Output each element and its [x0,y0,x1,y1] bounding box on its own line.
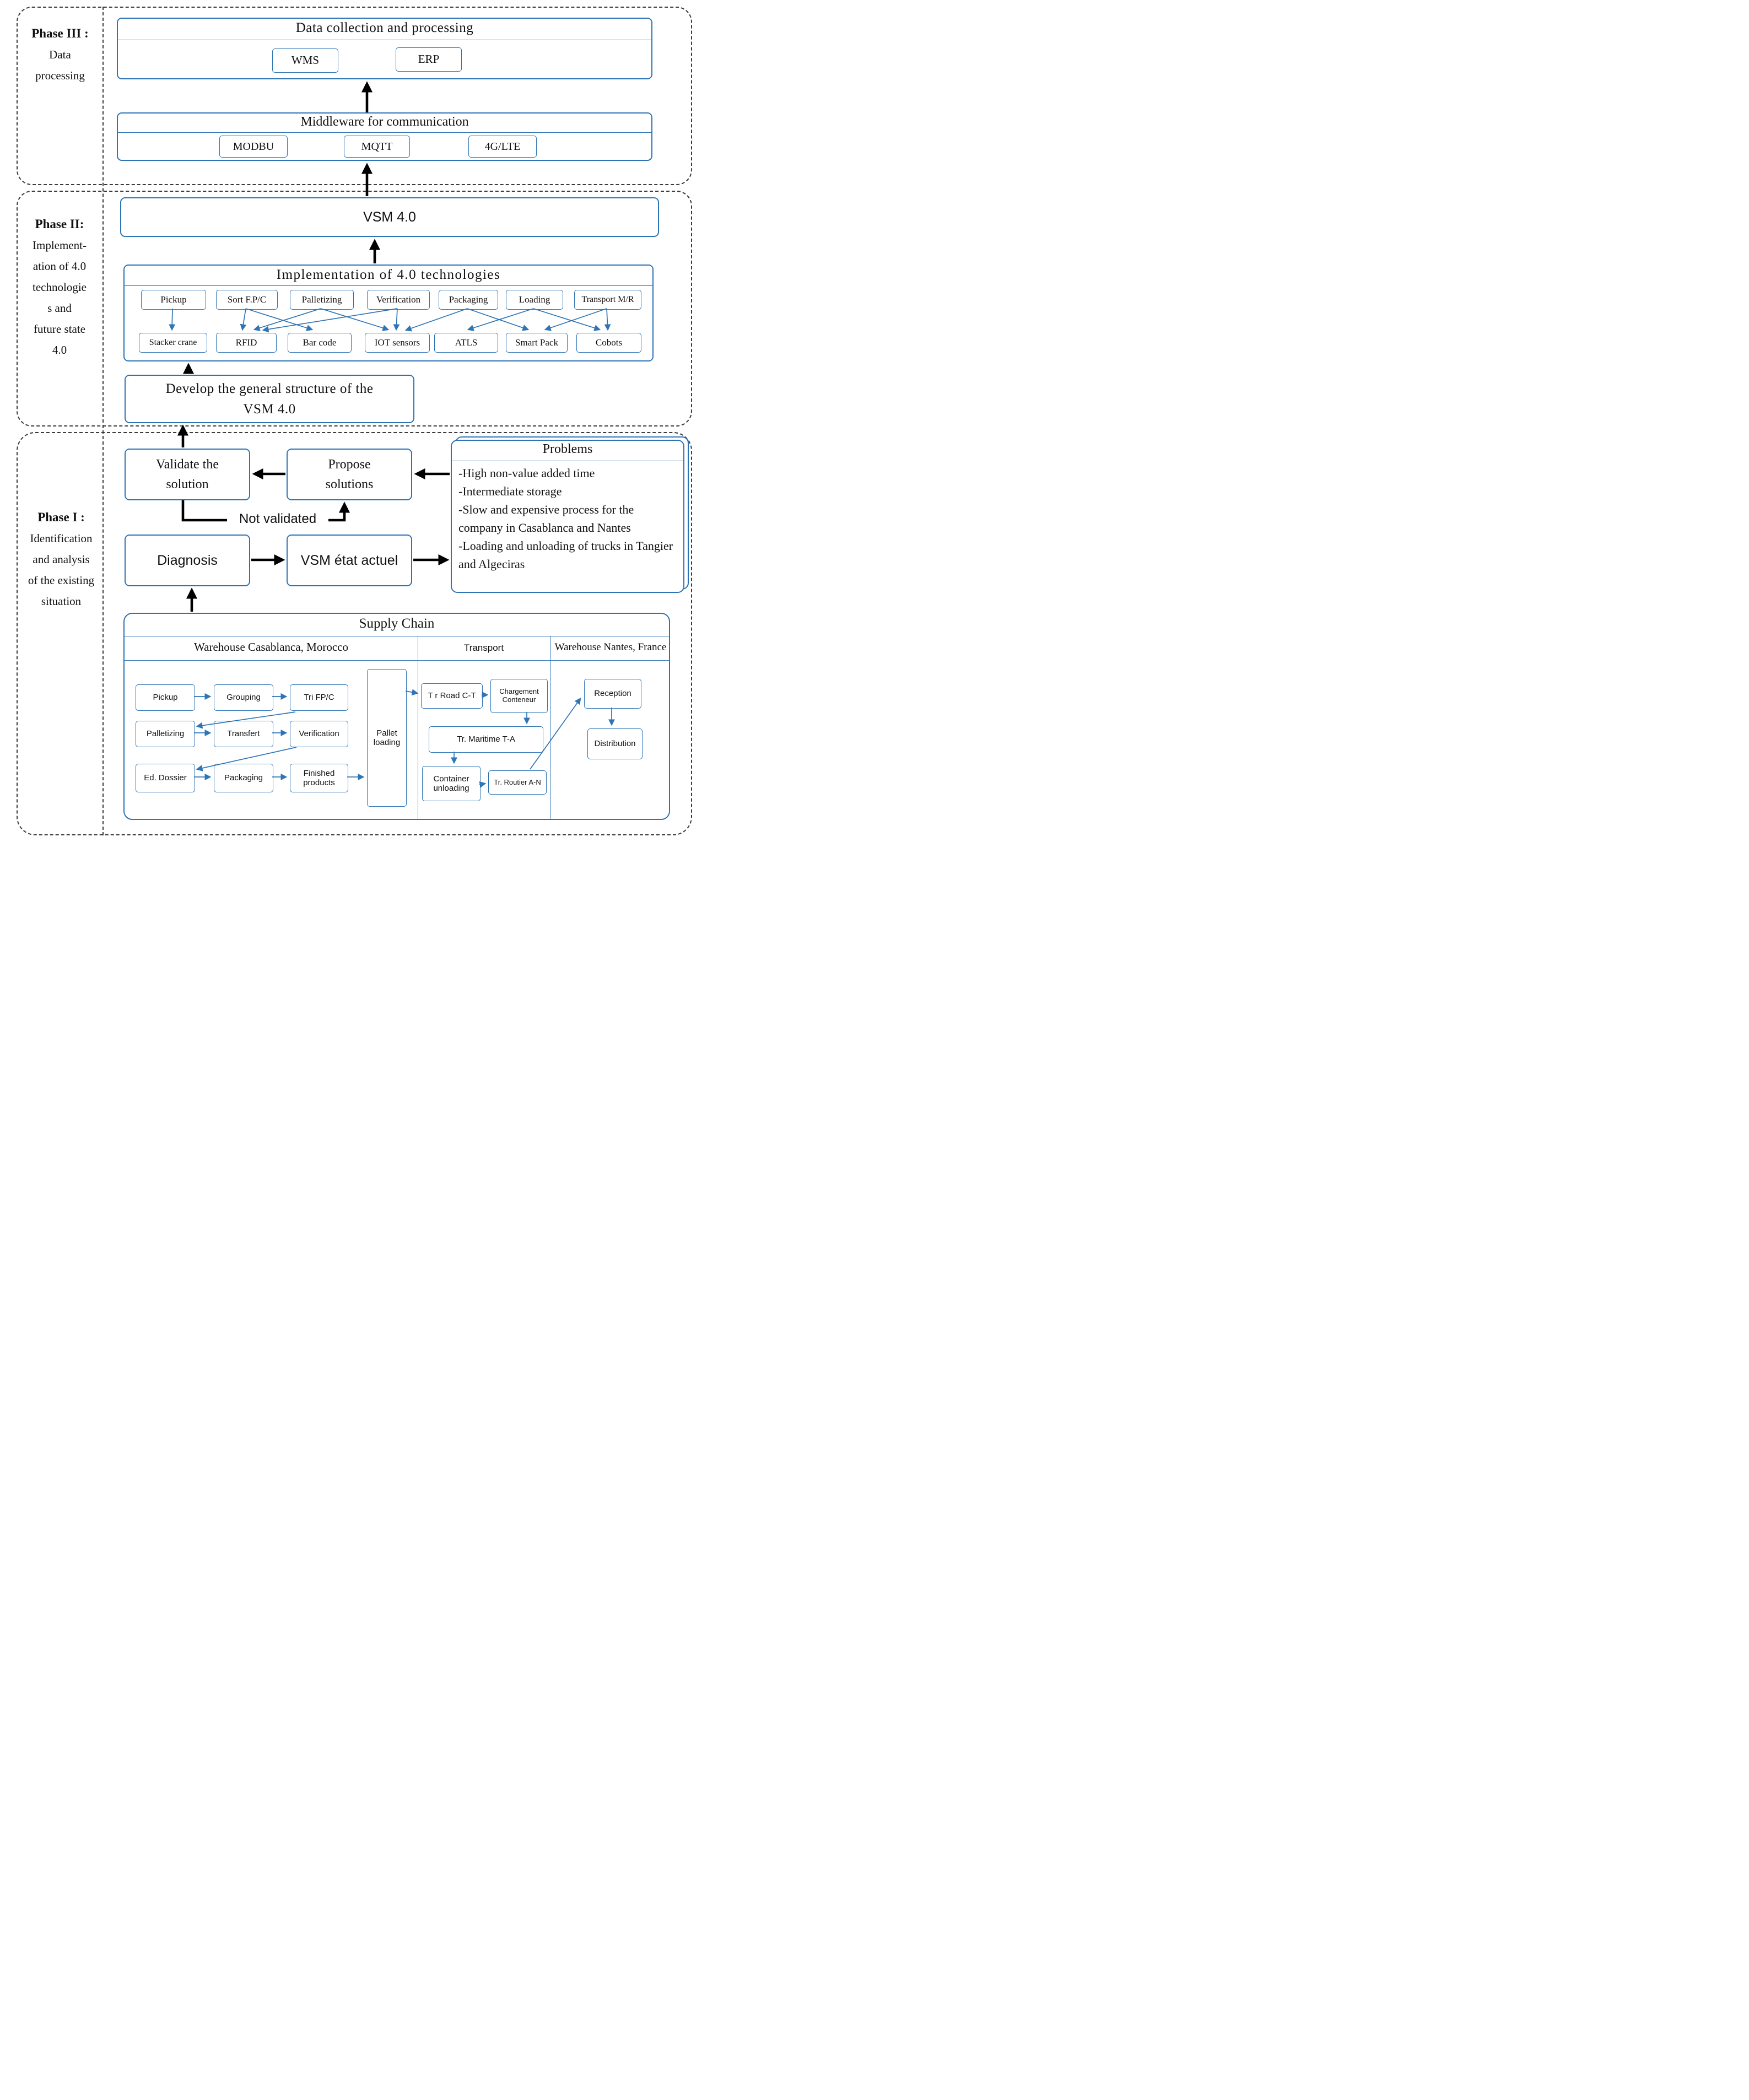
vsm40-box: VSM 4.0 [120,197,659,237]
supply-chain-title: Supply Chain [359,616,435,631]
implementation-title: Implementation of 4.0 technologies [276,267,501,282]
sc-box-pallet-loading: Pallet loading [367,669,407,807]
phase1-label-line: Identification [30,532,93,545]
phase2-label-title: Phase II: [35,217,84,231]
sc-box-reception: Reception [584,679,641,709]
implementation-box [123,264,654,361]
phase2-label-line: s and [47,301,72,315]
tech-box-atls: ATLS [434,333,498,353]
phase1-label-line: and analysis [33,553,90,566]
vsm-actuel-box: VSM état actuel [287,535,412,586]
header-transport: Transport [463,643,504,653]
methodology-diagram [0,0,700,840]
sc-box-distribution: Distribution [587,728,643,759]
tech-box-barcode: Bar code [288,333,352,353]
sc-box-trifpc: Tri FP/C [290,684,348,711]
phase3-label-line: Data [49,48,71,61]
phase2-label-line: 4.0 [52,343,67,357]
tech-box-cobots: Cobots [576,333,641,353]
phase2-label-line: ation of 4.0 [33,260,87,273]
process-box-pickup: Pickup [141,290,206,310]
tech-box-smartpack: Smart Pack [506,333,568,353]
problem-item: -Loading and unloading of trucks in Tangier and Algeciras [458,539,673,571]
phase2-label-line: future state [34,322,85,336]
sc-box-pickup: Pickup [136,684,195,711]
problem-item: -High non-value added time [458,466,595,480]
supply-chain-box [123,613,670,820]
data-collection-box [117,18,652,79]
header-casablanca: Warehouse Casablanca, Morocco [194,640,348,654]
sc-box-road: T r Road C-T [421,683,483,709]
mqtt-box: MQTT [344,136,410,158]
tech-box-iot: IOT sensors [365,333,430,353]
phase3-label-line: processing [35,69,85,82]
process-box-palletizing: Palletizing [290,290,354,310]
header-nantes: Warehouse Nantes, France [554,641,667,653]
problems-title: Problems [542,442,593,456]
middleware-box [117,112,652,161]
diagnosis-box: Diagnosis [125,535,250,586]
phase1-label [18,507,105,612]
data-collection-title: Data collection and processing [295,20,474,35]
middleware-title: Middleware for communication [300,115,469,129]
sc-box-grouping: Grouping [214,684,273,711]
propose-box: Propose solutions [287,449,412,500]
sc-box-transfert: Transfert [214,721,273,747]
phase2-label [18,214,101,360]
process-box-transport: Transport M/R [574,290,641,310]
implementation-divider [125,285,652,286]
phase3-label [19,23,101,86]
4glte-box: 4G/LTE [468,136,537,158]
problems-box [451,440,684,593]
sc-box-eddossier: Ed. Dossier [136,764,195,792]
not-validated-label: Not validated [227,511,328,527]
sc-box-finished: Finished products [290,764,348,792]
phase2-label-line: technologie [33,280,87,294]
erp-box: ERP [396,47,462,72]
process-box-loading: Loading [506,290,563,310]
sc-box-chargement: Chargement Conteneur [490,679,548,713]
validate-box: Validate the solution [125,449,250,500]
sc-box-container: Container unloading [422,766,481,801]
middleware-divider [118,132,651,133]
phase1-label-title: Phase I : [37,510,85,524]
sc-box-packaging: Packaging [214,764,273,792]
label-column-divider [102,7,104,835]
sc-box-verification: Verification [290,721,348,747]
wms-box: WMS [272,48,338,73]
tech-box-rfid: RFID [216,333,277,353]
phase1-label-line: of the existing [28,574,95,587]
problem-item: -Slow and expensive process for the company in Casablanca and Nantes [458,503,634,535]
process-box-verification: Verification [367,290,430,310]
supply-chain-header-divider [125,660,669,661]
process-box-sort: Sort F.P/C [216,290,278,310]
sc-box-maritime: Tr. Maritime T-A [429,726,543,753]
phase3-label-title: Phase III : [31,26,89,40]
sc-box-routier: Tr. Routier A-N [488,770,547,795]
modbu-box: MODBU [219,136,288,158]
problem-item: -Intermediate storage [458,484,562,498]
phase2-label-line: Implement- [33,239,87,252]
develop-box: Develop the general structure of the VSM 4.0 [125,375,414,423]
sc-box-palletizing: Palletizing [136,721,195,747]
tech-box-stacker: Stacker crane [139,333,207,353]
phase1-label-line: situation [41,595,82,608]
process-box-packaging: Packaging [439,290,498,310]
